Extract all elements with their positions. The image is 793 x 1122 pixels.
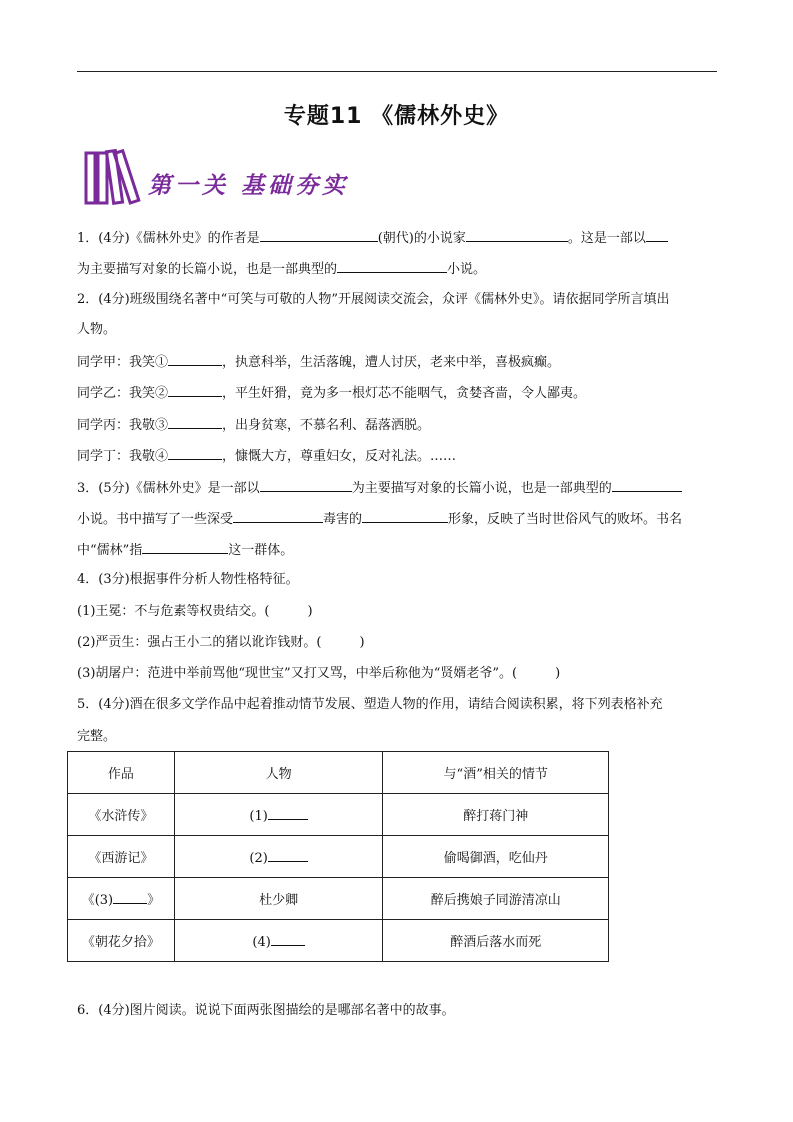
table-row bbox=[68, 920, 609, 962]
cell-person: 杜少卿 bbox=[174, 878, 383, 920]
cell-person: (4) bbox=[174, 920, 383, 962]
answer-blank[interactable] bbox=[168, 382, 222, 397]
q3-line1: 3．(5分)《儒林外史》是一部以 为主要描写对象的长篇小说，也是一部典型的 bbox=[77, 477, 682, 499]
q2-line2: 人物。 bbox=[77, 322, 117, 337]
answer-blank[interactable] bbox=[142, 539, 228, 554]
books-icon bbox=[82, 147, 142, 209]
table-row bbox=[68, 836, 609, 878]
answer-blank[interactable] bbox=[168, 445, 222, 460]
q3-line2: 小说。书中描写了一些深受 毒害的 形象，反映了当时世俗风气的败坏。书名 bbox=[77, 508, 682, 530]
q4-stem: 4．(3分)根据事件分析人物性格特征。 bbox=[77, 572, 299, 587]
table-header-row bbox=[68, 752, 609, 794]
q5-line1: 5．(4分)酒在很多文学作品中起着推动情节发展、塑造人物的作用，请结合阅读积累，将下列表格补充 bbox=[77, 697, 663, 712]
answer-blank[interactable] bbox=[337, 258, 447, 273]
cell-plot: 醉打蒋门神 bbox=[383, 794, 609, 836]
answer-blank[interactable] bbox=[466, 227, 568, 242]
answer-blank[interactable] bbox=[646, 227, 668, 242]
answer-blank[interactable] bbox=[268, 847, 308, 862]
q1-line2: 为主要描写对象的长篇小说，也是一部典型的 小说。 bbox=[77, 258, 486, 280]
answer-blank[interactable] bbox=[233, 508, 323, 523]
q4-item-3: (3)胡屠户：范进中举前骂他“现世宝”又打又骂，中举后称他为“贤婿老爷”。( ) bbox=[77, 666, 561, 681]
cell-work: 《朝花夕拾》 bbox=[68, 920, 175, 962]
header-person: 人物 bbox=[174, 752, 383, 794]
q4-item-1: (1)王冕：不与危素等权贵结交。( ) bbox=[77, 604, 313, 619]
cell-person: (2) bbox=[174, 836, 383, 878]
answer-blank[interactable] bbox=[168, 351, 222, 366]
q2-student-1: 同学甲：我笑① ，执意科举，生活落魄，遭人讨厌，老来中举，喜极疯癫。 bbox=[77, 351, 560, 373]
header-work: 作品 bbox=[68, 752, 175, 794]
q6-line: 6．(4分)图片阅读。说说下面两张图描绘的是哪部名著中的故事。 bbox=[77, 1003, 455, 1018]
header-rule bbox=[77, 71, 717, 72]
answer-blank[interactable] bbox=[362, 508, 448, 523]
q5-line2: 完整。 bbox=[77, 729, 117, 744]
answer-blank[interactable] bbox=[113, 889, 147, 904]
answer-blank[interactable] bbox=[260, 477, 352, 492]
answer-blank[interactable] bbox=[271, 931, 305, 946]
answer-blank[interactable] bbox=[260, 227, 378, 242]
q2-student-4: 同学丁：我敬④ ，慷慨大方，尊重妇女，反对礼法。…… bbox=[77, 445, 456, 467]
page-title: 专题11 《儒林外史》 bbox=[283, 104, 510, 129]
cell-work: 《水浒传》 bbox=[68, 794, 175, 836]
table-row bbox=[68, 878, 609, 920]
cell-work: 《西游记》 bbox=[68, 836, 175, 878]
q2-student-3: 同学丙：我敬③ ，出身贫寒，不慕名利、磊落洒脱。 bbox=[77, 414, 430, 436]
q2-line1: 2．(4分)班级围绕名著中“可笑与可敬的人物”开展阅读交流会，众评《儒林外史》。请依据同学所言填出 bbox=[77, 292, 670, 307]
table-row bbox=[68, 794, 609, 836]
answer-blank[interactable] bbox=[268, 805, 308, 820]
section-label: 第一关 基础夯实 bbox=[148, 172, 350, 199]
cell-plot: 醉酒后落水而死 bbox=[383, 920, 609, 962]
works-table bbox=[67, 751, 609, 962]
q1-line1: 1．(4分)《儒林外史》的作者是 (朝代)的小说家 。这是一部以 bbox=[77, 227, 668, 249]
cell-plot: 偷喝御酒，吃仙丹 bbox=[383, 836, 609, 878]
q2-student-2: 同学乙：我笑② ，平生奸猾，竟为多一根灯芯不能咽气，贪婪吝啬，令人鄙夷。 bbox=[77, 382, 586, 404]
header-plot: 与“酒”相关的情节 bbox=[383, 752, 609, 794]
answer-blank[interactable] bbox=[168, 414, 222, 429]
answer-blank[interactable] bbox=[612, 477, 682, 492]
q3-line3: 中“儒林”指 这一群体。 bbox=[77, 539, 293, 561]
cell-plot: 醉后携娘子同游清凉山 bbox=[383, 878, 609, 920]
cell-person: (1) bbox=[174, 794, 383, 836]
section-banner bbox=[82, 147, 362, 209]
q4-item-2: (2)严贡生：强占王小二的猪以讹诈钱财。( ) bbox=[77, 635, 365, 650]
cell-work: 《(3) 》 bbox=[68, 878, 175, 920]
